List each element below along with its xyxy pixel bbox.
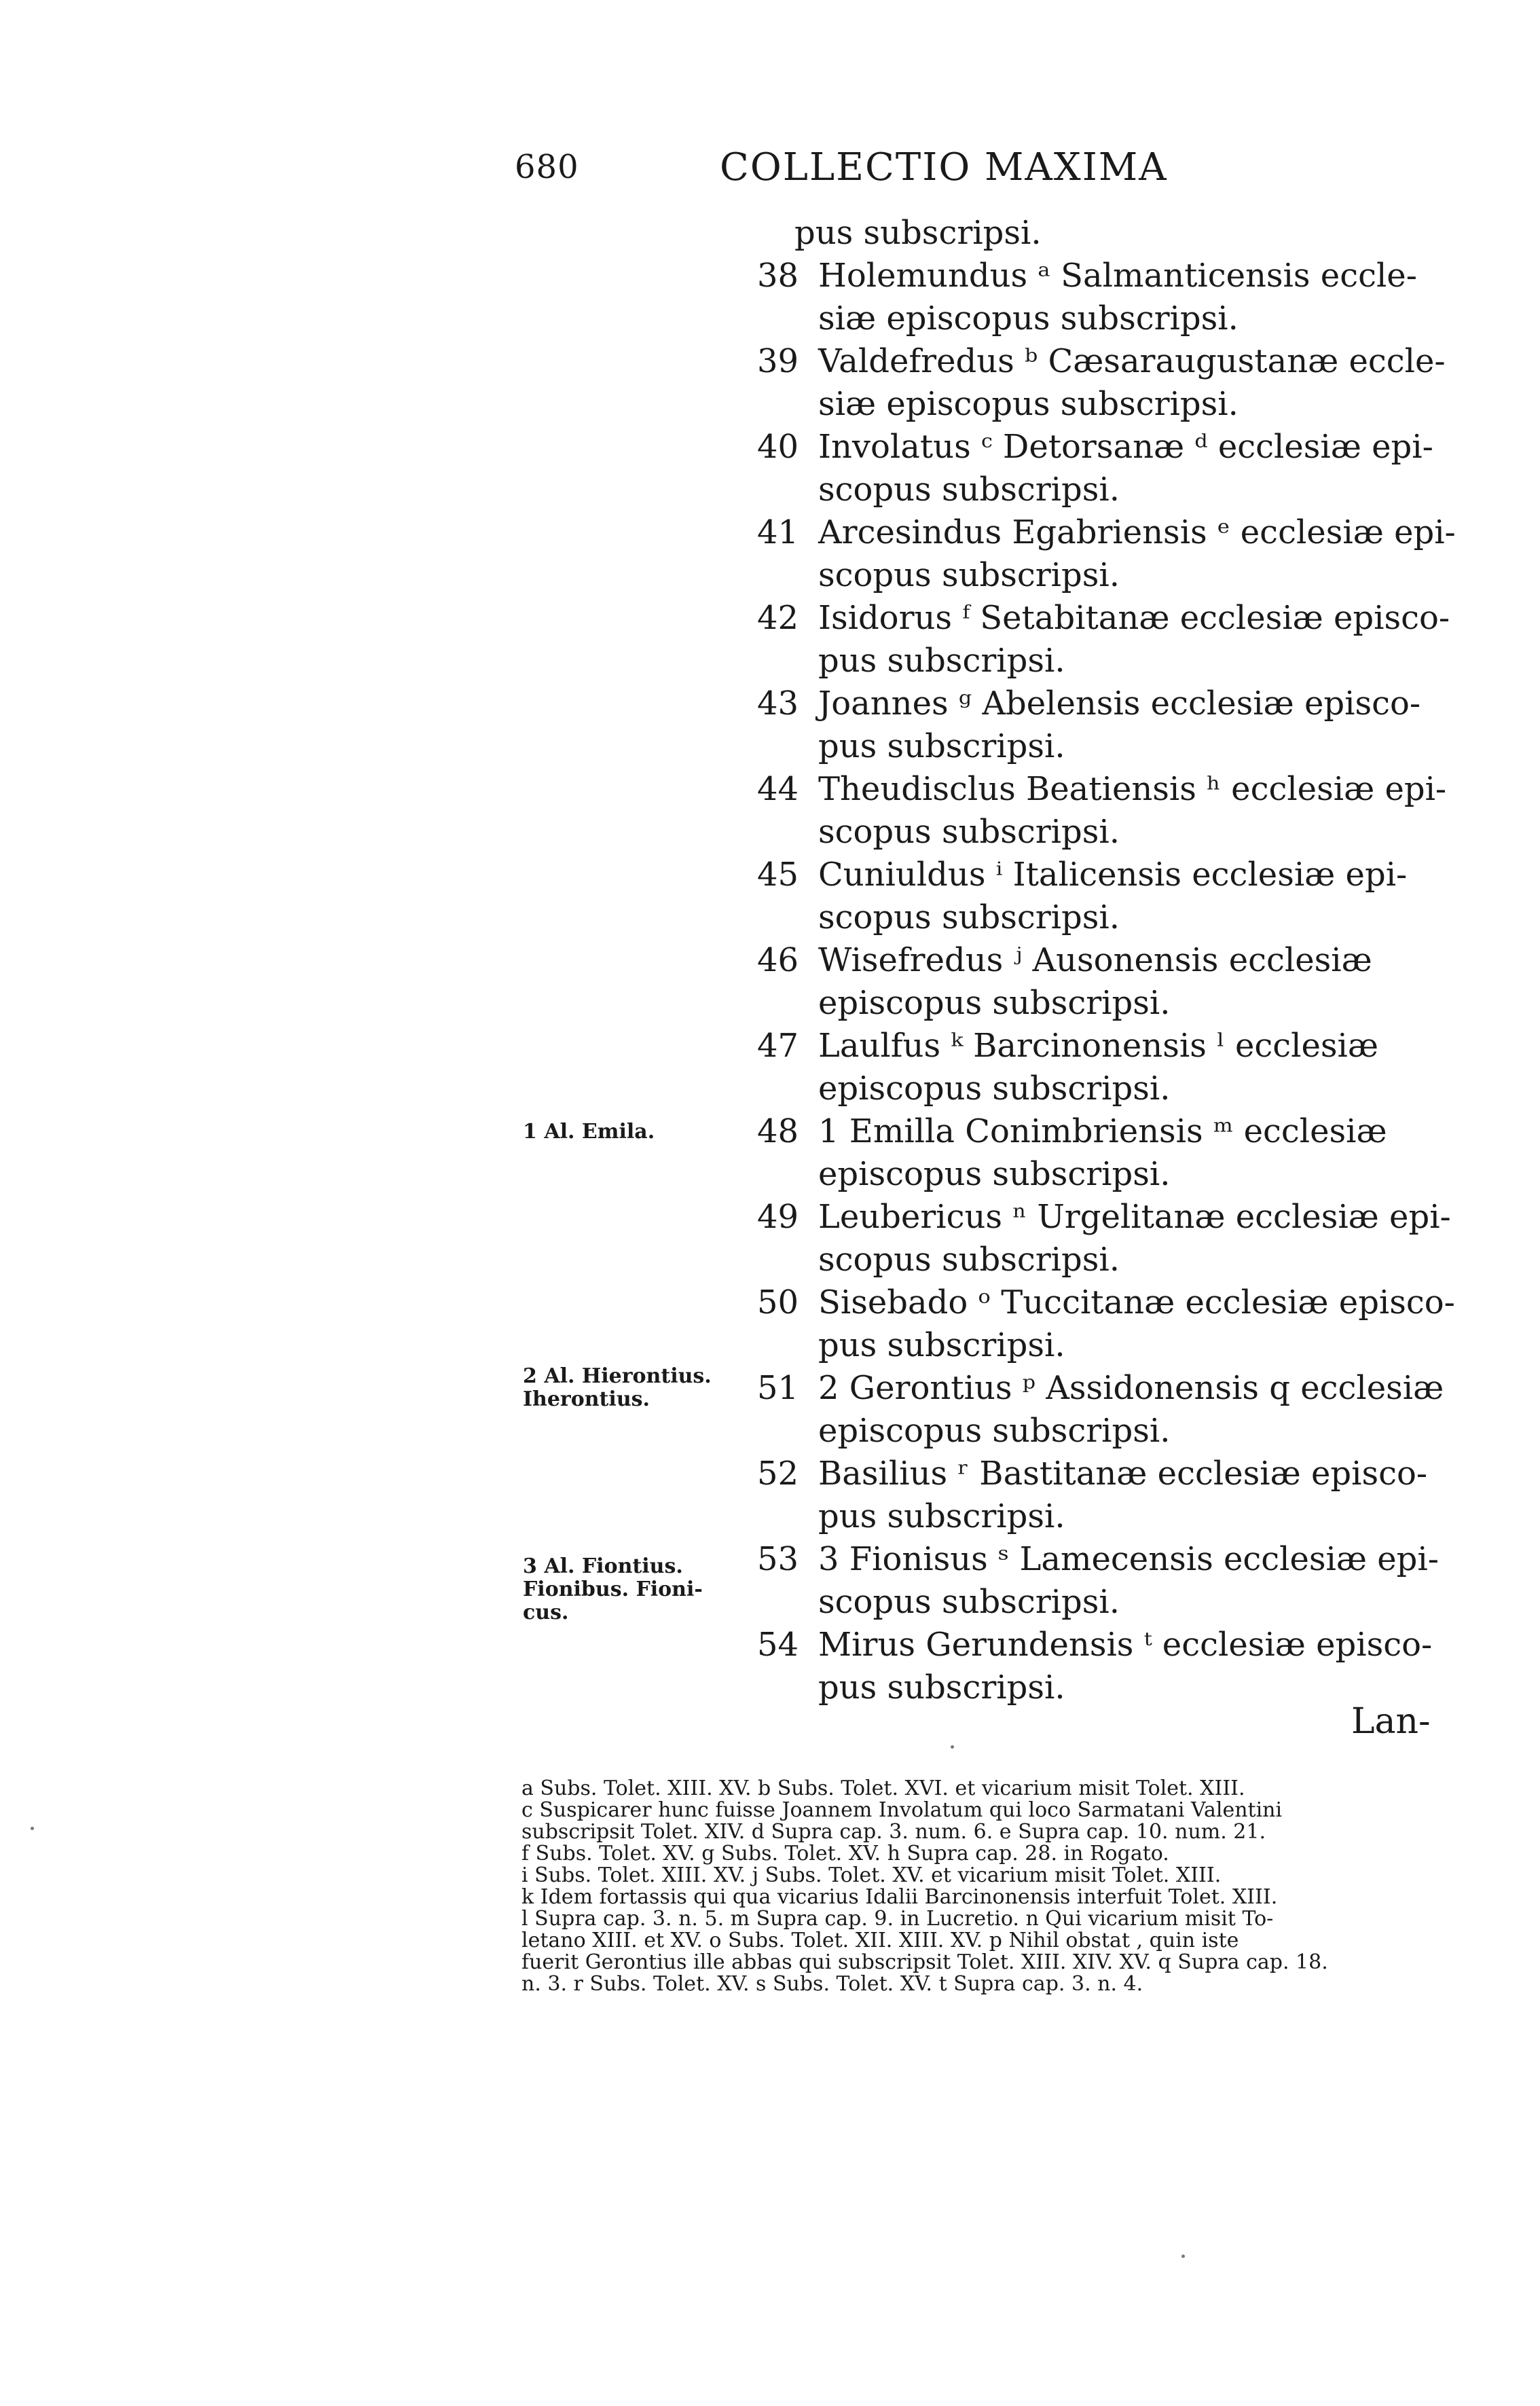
entry-text: Wisefredus ʲ Ausonensis ecclesiæ episcopus subscripsi. [818, 941, 1372, 1022]
entry-text: 1 Emilla Conimbriensis ᵐ ecclesiæ episcopus subscripsi. [818, 1112, 1387, 1193]
entry-number: 39 [757, 342, 799, 380]
entry-number: 46 [757, 941, 799, 979]
entry-number: 52 [757, 1455, 799, 1493]
entry-text: Mirus Gerundensis ᵗ ecclesiæ episco-pus subscripsi. [818, 1626, 1433, 1707]
footnote-line: subscripsit Tolet. XIV. d Supra cap. 3. num. 6. e Supra cap. 10. num. 21. [521, 1820, 1266, 1844]
list-item [757, 1538, 1463, 1624]
entry-text: Sisebado ᵒ Tuccitanæ ecclesiæ episco-pus subscripsi. [818, 1283, 1455, 1364]
entry-number: 38 [757, 257, 799, 295]
entry-text: Leubericus ⁿ Urgelitanæ ecclesiæ epi-scopus subscripsi. [818, 1198, 1451, 1279]
entry-number: 42 [757, 599, 799, 637]
entry-text: Theudisclus Beatiensis ʰ ecclesiæ epi-scopus subscripsi. [818, 770, 1447, 851]
list-item [757, 511, 1463, 597]
footnote-line: f Subs. Tolet. XV. g Subs. Tolet. XV. h Supra cap. 28. in Rogato. [521, 1842, 1169, 1865]
entry-text: 2 Gerontius ᵖ Assidonensis q ecclesiæ episcopus subscripsi. [818, 1369, 1444, 1450]
list-item [757, 1453, 1463, 1538]
footnote-line: k Idem fortassis qui qua vicarius Idalii Barcinonensis interfuit Tolet. XIII. [521, 1885, 1278, 1909]
entry-number: 44 [757, 770, 799, 808]
footnote-line: c Suspicarer hunc fuisse Joannem Involatum qui loco Sarmatani Valentini [521, 1798, 1283, 1822]
list-item [757, 340, 1463, 426]
footnote-line: l Supra cap. 3. n. 5. m Supra cap. 9. in Lucretio. n Qui vicarium misit To- [521, 1907, 1274, 1931]
entry-number: 54 [757, 1626, 799, 1664]
list-item [757, 1281, 1463, 1367]
catchword: Lan- [1351, 1701, 1431, 1742]
list-item [757, 682, 1463, 768]
list-item [757, 1367, 1463, 1453]
entry-number: 48 [757, 1112, 799, 1150]
scan-speck [951, 1745, 954, 1749]
footnote-line: i Subs. Tolet. XIII. XV. j Subs. Tolet. XV. et vicarium misit Tolet. XIII. [521, 1863, 1222, 1887]
entry-number: 45 [757, 856, 799, 894]
list-item [757, 1110, 1463, 1196]
entry-number: 50 [757, 1283, 799, 1322]
footnote-line: letano XIII. et XV. o Subs. Tolet. XII. XIII. XV. p Nihil obstat , quin iste [521, 1929, 1239, 1952]
footnote-line: n. 3. r Subs. Tolet. XV. s Subs. Tolet. XV. t Supra cap. 3. n. 4. [521, 1972, 1143, 1996]
entry-number: 40 [757, 428, 799, 466]
page-number: 680 [515, 148, 579, 186]
entry-text: Holemundus ᵃ Salmanticensis eccle-siæ episcopus subscripsi. [818, 257, 1417, 338]
entry-text: Arcesindus Egabriensis ᵉ ecclesiæ epi-scopus subscripsi. [818, 513, 1456, 594]
entry-text: Basilius ʳ Bastitanæ ecclesiæ episco-pus subscripsi. [818, 1455, 1428, 1535]
entry-text: Laulfus ᵏ Barcinonensis ˡ ecclesiæ episcopus subscripsi. [818, 1027, 1379, 1108]
footnotes [521, 1778, 1465, 1995]
entry-number: 53 [757, 1540, 799, 1578]
entry-number: 49 [757, 1198, 799, 1236]
margin-note: 2 Al. Hierontius. Iherontius. [523, 1364, 712, 1411]
entry-number: 43 [757, 685, 799, 723]
list-item [757, 939, 1463, 1025]
footnote-line: a Subs. Tolet. XIII. XV. b Subs. Tolet. XVI. et vicarium misit Tolet. XIII. [521, 1776, 1245, 1800]
list-item [757, 597, 1463, 682]
entry-number: 47 [757, 1027, 799, 1065]
entry-text: Involatus ᶜ Detorsanæ ᵈ ecclesiæ epi-scopus subscripsi. [818, 428, 1433, 509]
list-item [757, 1196, 1463, 1281]
entry-text: Valdefredus ᵇ Cæsaraugustanæ eccle-siæ episcopus subscripsi. [818, 342, 1446, 423]
entry-text: 3 Fionisus ˢ Lamecensis ecclesiæ epi-scopus subscripsi. [818, 1540, 1439, 1621]
scan-speck [1181, 2255, 1185, 2258]
entry-number: 41 [757, 513, 799, 551]
list-item [757, 854, 1463, 939]
margin-note: 3 Al. Fiontius. Fionibus. Fioni-cus. [523, 1554, 703, 1624]
entry-text: Cuniuldus ⁱ Italicensis ecclesiæ epi-scopus subscripsi. [818, 856, 1408, 936]
entry-text: Isidorus ᶠ Setabitanæ ecclesiæ episco-pus subscripsi. [818, 599, 1450, 680]
entry-text: Joannes ᵍ Abelensis ecclesiæ episco-pus subscripsi. [818, 685, 1421, 765]
margin-note: 1 Al. Emila. [523, 1120, 655, 1144]
scan-speck [31, 1827, 34, 1830]
running-title: COLLECTIO MAXIMA [720, 145, 1168, 189]
list-item [757, 255, 1463, 340]
list-item [757, 426, 1463, 511]
list-item [757, 1025, 1463, 1110]
subscription-list [757, 212, 1463, 1709]
list-item [757, 212, 1463, 255]
entry-number: 51 [757, 1369, 799, 1407]
list-item [757, 768, 1463, 854]
footnote-line: fuerit Gerontius ille abbas qui subscripsit Tolet. XIII. XIV. XV. q Supra cap. 18. [521, 1950, 1328, 1974]
list-item [757, 1624, 1463, 1709]
entry-text: pus subscripsi. [794, 214, 1042, 252]
